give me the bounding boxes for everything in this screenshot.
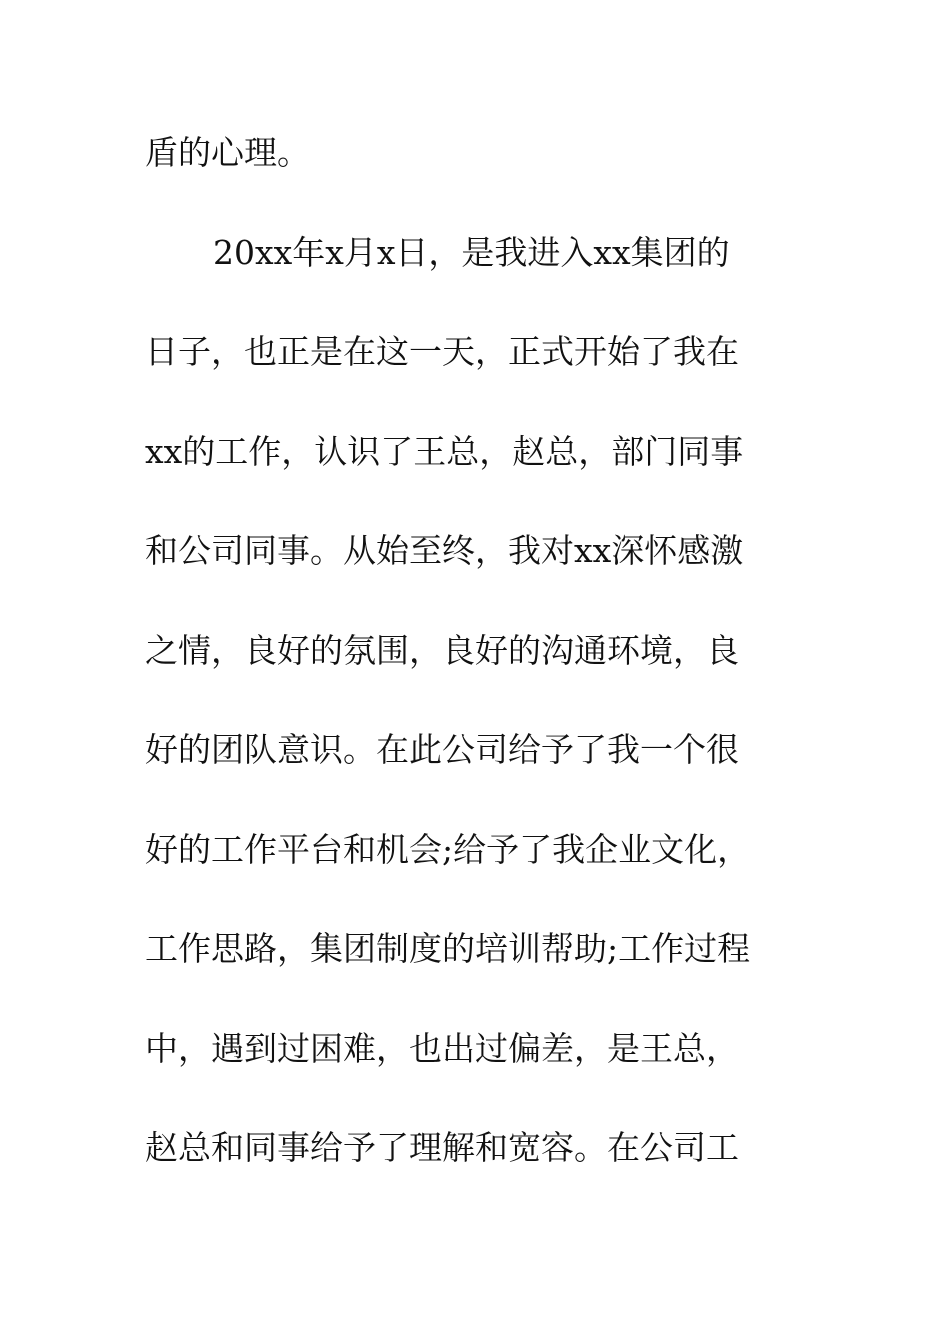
text-line: 好的团队意识。在此公司给予了我一个很 [145,730,739,769]
text-line: 赵总和同事给予了理解和宽容。在公司工 [145,1128,739,1167]
text-line: xx的工作，认识了王总，赵总，部门同事 [145,431,744,471]
text-line: 工作思路，集团制度的培训帮助;工作过程 [145,929,751,968]
text-line: 日子，也正是在这一天，正式开始了我在 [145,332,739,371]
body-text [145,120,805,1215]
text-line: 中，遇到过困难，也出过偏差，是王总， [145,1028,739,1068]
text-line: 盾的心理。 [145,133,310,172]
paragraph-first-line: 20xx年x月x日，是我进入xx集团的 [213,232,730,272]
text-line: 和公司同事。从始至终，我对xx深怀感激 [145,531,744,570]
text-line: 好的工作平台和机会;给予了我企业文化， [145,829,751,869]
text-line: 之情，良好的氛围，良好的沟通环境，良 [145,630,739,670]
